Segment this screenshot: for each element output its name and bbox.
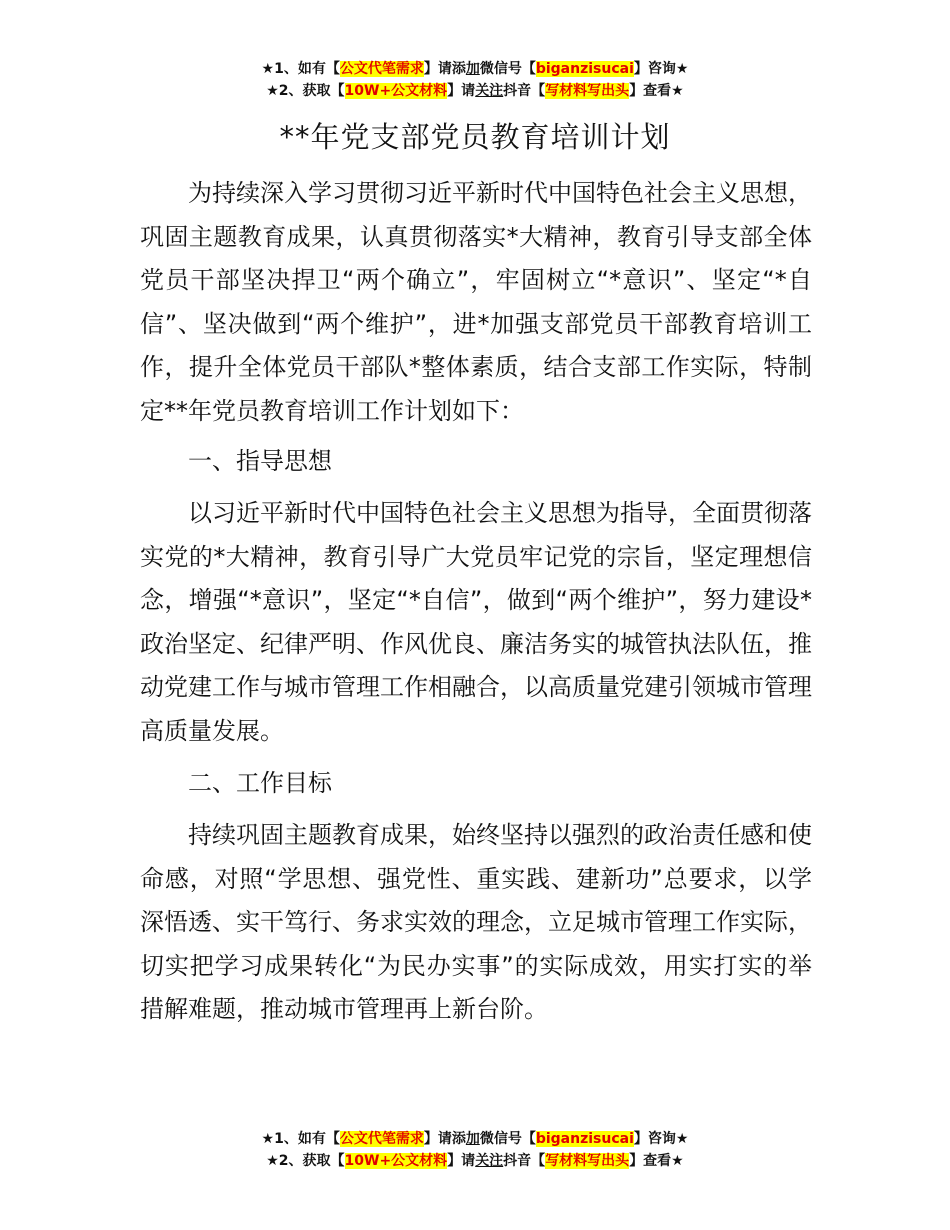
section-paragraph: 以习近平新时代中国特色社会主义思想为指导，全面贯彻落实党的*大精神，教育引导广大党员牢记党的宗旨，坚定理想信念，增强“*意识”，坚定“*自信”，做到“两个维护”，努力建设*政治坚定、纪律严明、作风优良、廉洁务实的城管执法队伍，推动党建工作与城市管理工作相融合，以高质量党建引领城市管理高质量发展。 xyxy=(140,499,812,745)
ad-highlight-douyin: 写材料写出头 xyxy=(545,1153,630,1169)
footer-ad-banner xyxy=(0,1128,950,1172)
ad-line-1: ★1、如有【公文代笔需求】请添加微信号【biganzisucai】咨询★ xyxy=(261,1131,689,1147)
section-work-goals-heading-block xyxy=(140,762,812,806)
ad-line-2: ★2、获取【10W+公文材料】请关注抖音【写材料写出头】查看★ xyxy=(266,83,684,99)
document-title: **年党支部党员教育培训计划 xyxy=(279,120,671,154)
header-ad-banner xyxy=(0,58,950,102)
section-heading: 二、工作目标 xyxy=(188,769,332,797)
section-work-goals-body xyxy=(140,814,812,1032)
ad-highlight-wechat-id: biganzisucai xyxy=(535,1131,634,1147)
section-guiding-thought-body xyxy=(140,492,812,753)
ad-line-1: ★1、如有【公文代笔需求】请添加微信号【biganzisucai】咨询★ xyxy=(261,61,689,77)
intro-block xyxy=(140,172,812,433)
section-paragraph: 持续巩固主题教育成果，始终坚持以强烈的政治责任感和使命感，对照“学思想、强党性、重实践、建新功”总要求，以学深悟透、实干笃行、务求实效的理念，立足城市管理工作实际，切实把学习成果转化“为民办实事”的实际成效，用实打实的举措解难题，推动城市管理再上新台阶。 xyxy=(140,821,812,1023)
ad-highlight-materials: 10W+公文材料 xyxy=(344,1153,448,1169)
ad-line-2: ★2、获取【10W+公文材料】请关注抖音【写材料写出头】查看★ xyxy=(266,1153,684,1169)
ad-highlight-wechat-id: biganzisucai xyxy=(535,61,634,77)
ad-highlight-service: 公文代笔需求 xyxy=(339,61,424,77)
ad-highlight-douyin: 写材料写出头 xyxy=(545,83,630,99)
section-heading: 一、指导思想 xyxy=(188,447,332,475)
ad-highlight-materials: 10W+公文材料 xyxy=(344,83,448,99)
intro-paragraph: 为持续深入学习贯彻习近平新时代中国特色社会主义思想，巩固主题教育成果，认真贯彻落实*大精神，教育引导支部全体党员干部坚决捍卫“两个确立”，牢固树立“*意识”、坚定“*自信”、坚决做到“两个维护”，进*加强支部党员干部教育培训工作，提升全体党员干部队*整体素质，结合支部工作实际，特制定**年党员教育培训工作计划如下： xyxy=(140,179,812,425)
section-guiding-thought-heading-block xyxy=(140,440,812,484)
ad-highlight-service: 公文代笔需求 xyxy=(339,1131,424,1147)
